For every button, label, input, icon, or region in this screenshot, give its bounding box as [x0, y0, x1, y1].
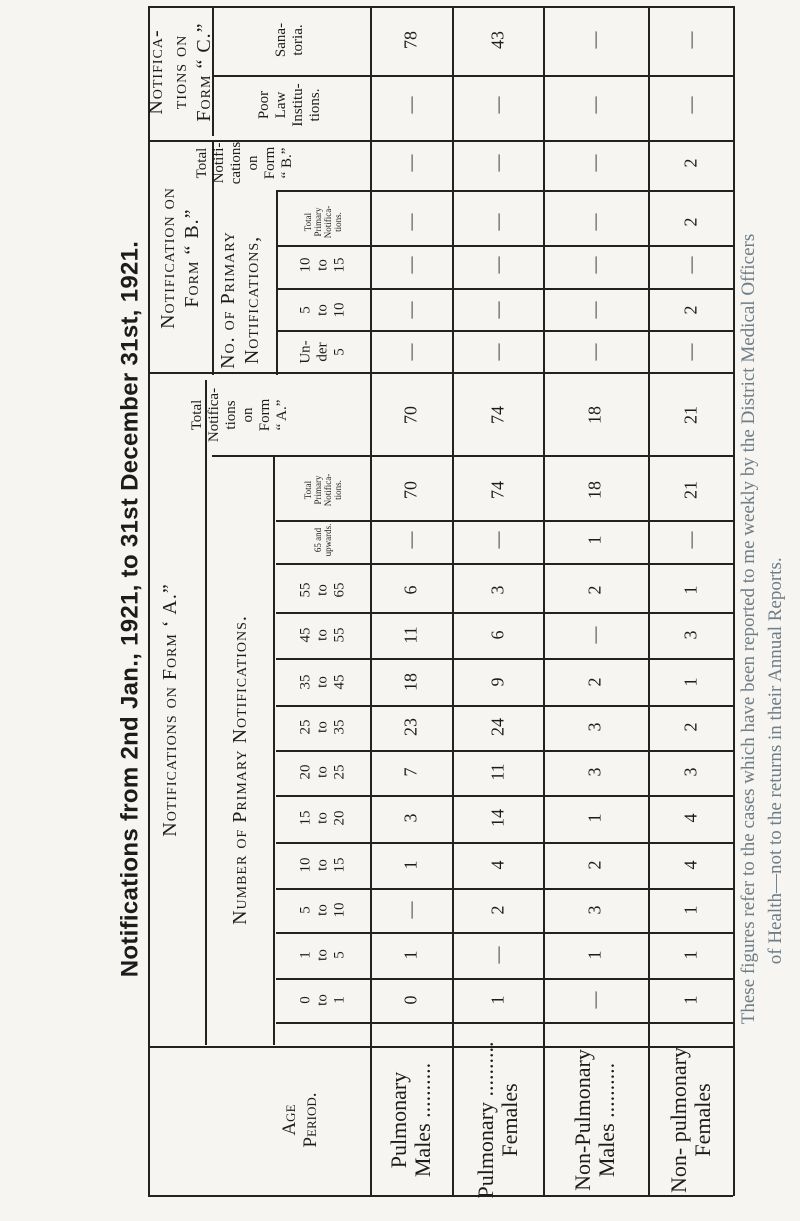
cell-a-10-15: 2: [584, 860, 605, 870]
horizontal-rule: [276, 795, 733, 797]
cell-a-5-10: —: [401, 901, 420, 919]
cell-b-under-5: —: [487, 343, 507, 361]
vertical-rule: [370, 6, 372, 1196]
cell-a-total-primary: 70: [400, 481, 421, 499]
column-header-b-total-primary: Total Primary Notifica- tions.: [303, 205, 343, 239]
cell-a-65-up: —: [487, 531, 507, 549]
cell-a-15-20: 1: [584, 813, 605, 823]
cell-a-25-35: 3: [584, 722, 605, 732]
cell-a-10-15: 4: [487, 860, 507, 870]
vertical-rule: [452, 6, 454, 1196]
cell-a-10-15: 1: [400, 860, 421, 870]
cell-a-35-45: 18: [400, 673, 421, 691]
column-header-b-10-15: 10 to 15: [297, 257, 348, 273]
cell-a-20-25: 3: [680, 767, 701, 777]
column-header-a-0-1: 0 to 1: [297, 994, 348, 1006]
horizontal-rule: [276, 842, 733, 844]
row-label: Non-Pulmonary Males ..........: [570, 1049, 619, 1191]
cell-a-35-45: 9: [487, 677, 507, 687]
cell-a-total-primary: 74: [487, 481, 507, 499]
footnote-line: These figures refer to the cases which have been reported to me weekly by the District Medical Officers: [738, 233, 760, 1025]
column-header-a-1-5: 1 to 5: [297, 949, 348, 961]
column-header-a-15-20: 15 to 20: [297, 810, 348, 826]
column-header-c-sanatoria: Sana- toria.: [273, 22, 306, 58]
cell-a-20-25: 11: [487, 763, 507, 781]
column-header-a-65-up: 65 and upwards.: [313, 523, 333, 557]
cell-a-25-35: 2: [680, 722, 701, 732]
horizontal-rule: [276, 245, 733, 247]
column-header-a-35-45: 35 to 45: [297, 674, 348, 690]
row-label: Pulmonary .......... Females: [472, 1041, 522, 1199]
horizontal-rule: [276, 455, 733, 457]
horizontal-rule: [276, 190, 733, 192]
cell-a-1-5: —: [487, 946, 507, 964]
cell-a-45-55: 3: [680, 630, 701, 640]
cell-b-5-10: —: [585, 301, 604, 319]
cell-b-total-primary: —: [401, 213, 420, 231]
cell-c-poor-law: —: [487, 96, 507, 114]
cell-a-45-55: 6: [487, 630, 507, 640]
cell-b-total-primary: —: [487, 213, 507, 231]
row-label: Pulmonary Males ..........: [386, 1062, 435, 1178]
footnote: [736, 234, 790, 1024]
cell-a-5-10: 2: [487, 905, 507, 915]
horizontal-rule: [276, 612, 733, 614]
column-header-a-25-35: 25 to 35: [297, 719, 348, 735]
cell-a-1-5: 1: [400, 950, 421, 960]
cell-a-65-up: —: [681, 531, 700, 549]
cell-b-total: 2: [680, 158, 701, 168]
cell-a-20-25: 7: [400, 767, 421, 777]
cell-a-1-5: 1: [680, 950, 701, 960]
cell-a-55-65: 1: [680, 585, 701, 595]
cell-b-total: —: [487, 154, 507, 172]
column-header-a-45-55: 45 to 55: [297, 627, 348, 643]
cell-b-under-5: —: [681, 343, 700, 361]
horizontal-rule: [212, 455, 276, 457]
horizontal-rule: [148, 6, 733, 8]
horizontal-rule: [276, 1022, 733, 1024]
cell-a-55-65: 2: [584, 585, 605, 595]
cell-a-total: 21: [680, 406, 701, 424]
horizontal-rule: [276, 932, 733, 934]
column-header-b-under-5: Un- der 5: [297, 340, 348, 364]
cell-a-45-55: 11: [400, 626, 421, 644]
page-title: Notifications from 2nd Jan., 1921, to 31st December 31st, 1921.: [116, 240, 144, 978]
cell-a-25-35: 24: [487, 718, 507, 736]
cell-b-under-5: —: [585, 343, 604, 361]
cell-a-65-up: —: [401, 531, 420, 549]
vertical-rule: [648, 6, 650, 1196]
horizontal-rule: [276, 658, 733, 660]
column-header-a-55-65: 55 to 65: [297, 582, 348, 598]
cell-a-10-15: 4: [680, 860, 701, 870]
cell-a-total: 74: [487, 406, 507, 424]
column-header-c-poor-law: Poor Law Institu- tions.: [256, 83, 323, 127]
cell-b-5-10: 2: [680, 305, 701, 315]
vertical-rule: [205, 380, 207, 1045]
cell-a-20-25: 3: [584, 767, 605, 777]
cell-a-total: 70: [400, 406, 421, 424]
horizontal-rule: [148, 1195, 733, 1197]
horizontal-rule: [276, 888, 733, 890]
cell-c-sanatoria: —: [585, 31, 604, 49]
footnote-container: [725, 0, 800, 1218]
column-header-a-20-25: 20 to 25: [297, 764, 348, 780]
cell-c-poor-law: —: [681, 96, 700, 114]
column-header-b-5-10: 5 to 10: [297, 302, 348, 318]
cell-a-5-10: 3: [584, 905, 605, 915]
cell-a-35-45: 2: [584, 677, 605, 687]
cell-b-under-5: —: [401, 343, 420, 361]
cell-c-sanatoria: —: [681, 31, 700, 49]
cell-a-1-5: 1: [584, 950, 605, 960]
cell-b-10-15: —: [585, 256, 604, 274]
cell-b-10-15: —: [681, 256, 700, 274]
cell-a-0-1: 1: [487, 995, 507, 1005]
cell-b-10-15: —: [401, 256, 420, 274]
cell-b-5-10: —: [401, 301, 420, 319]
vertical-rule: [276, 190, 278, 375]
cell-a-35-45: 1: [680, 677, 701, 687]
horizontal-rule: [276, 563, 733, 565]
horizontal-rule: [148, 1046, 733, 1048]
cell-a-55-65: 6: [400, 585, 421, 595]
horizontal-rule: [276, 75, 733, 77]
horizontal-rule: [276, 288, 733, 290]
cell-b-total: —: [585, 154, 604, 172]
cell-b-10-15: —: [487, 256, 507, 274]
column-header-b-total: Total Notifi- cations on Form “ B.”: [194, 141, 295, 185]
notifications-table: [145, 6, 736, 1221]
vertical-rule: [543, 6, 545, 1196]
column-header-a-total: Total Notifica- tions on Form “ A.”: [189, 387, 290, 443]
column-header-a-5-10: 5 to 10: [297, 902, 348, 918]
section-form-a-sub: Number of Primary Notifications.: [229, 615, 251, 925]
cell-a-0-1: —: [585, 991, 604, 1009]
row-label: Non- pulmonary Females: [666, 1046, 715, 1194]
horizontal-rule: [276, 520, 733, 522]
cell-a-total-primary: 18: [584, 481, 605, 499]
cell-a-total: 18: [584, 406, 605, 424]
cell-a-15-20: 3: [400, 813, 421, 823]
cell-a-55-65: 3: [487, 585, 507, 595]
cell-a-0-1: 1: [680, 995, 701, 1005]
cell-a-15-20: 14: [487, 809, 507, 827]
cell-b-total: —: [401, 154, 420, 172]
vertical-rule: [148, 6, 150, 1196]
column-header-a-10-15: 10 to 15: [297, 857, 348, 873]
section-form-b: Notification on Form “ B.”: [157, 187, 203, 329]
footnote-line: of Health—not to the returns in their Annual Reports.: [765, 557, 787, 965]
section-form-b-sub: No. of Primary Notifications,: [217, 231, 263, 369]
cell-a-65-up: 1: [584, 535, 605, 545]
cell-a-0-1: 0: [400, 995, 421, 1005]
horizontal-rule: [148, 372, 733, 374]
column-header-a-total-primary: Total Primary Notifica- tions.: [303, 473, 343, 507]
cell-a-15-20: 4: [680, 813, 701, 823]
horizontal-rule: [276, 330, 733, 332]
vertical-rule: [733, 6, 735, 1196]
cell-c-poor-law: —: [401, 96, 420, 114]
cell-b-total-primary: 2: [680, 217, 701, 227]
cell-a-45-55: —: [585, 626, 604, 644]
cell-a-total-primary: 21: [680, 481, 701, 499]
cell-c-poor-law: —: [585, 96, 604, 114]
cell-b-total-primary: —: [585, 213, 604, 231]
section-form-a: Notifications on Form ‘ A.”: [159, 583, 181, 837]
cell-c-sanatoria: 78: [400, 31, 421, 49]
vertical-rule: [273, 455, 275, 1045]
cell-a-5-10: 1: [680, 905, 701, 915]
horizontal-rule: [276, 705, 733, 707]
cell-c-sanatoria: 43: [487, 31, 507, 49]
age-period-header: Age Period.: [279, 1092, 321, 1148]
cell-a-25-35: 23: [400, 718, 421, 736]
section-form-c: Notifica- tions on Form “ C.”: [145, 22, 215, 122]
horizontal-rule: [276, 978, 733, 980]
horizontal-rule: [276, 750, 733, 752]
cell-b-5-10: —: [487, 301, 507, 319]
